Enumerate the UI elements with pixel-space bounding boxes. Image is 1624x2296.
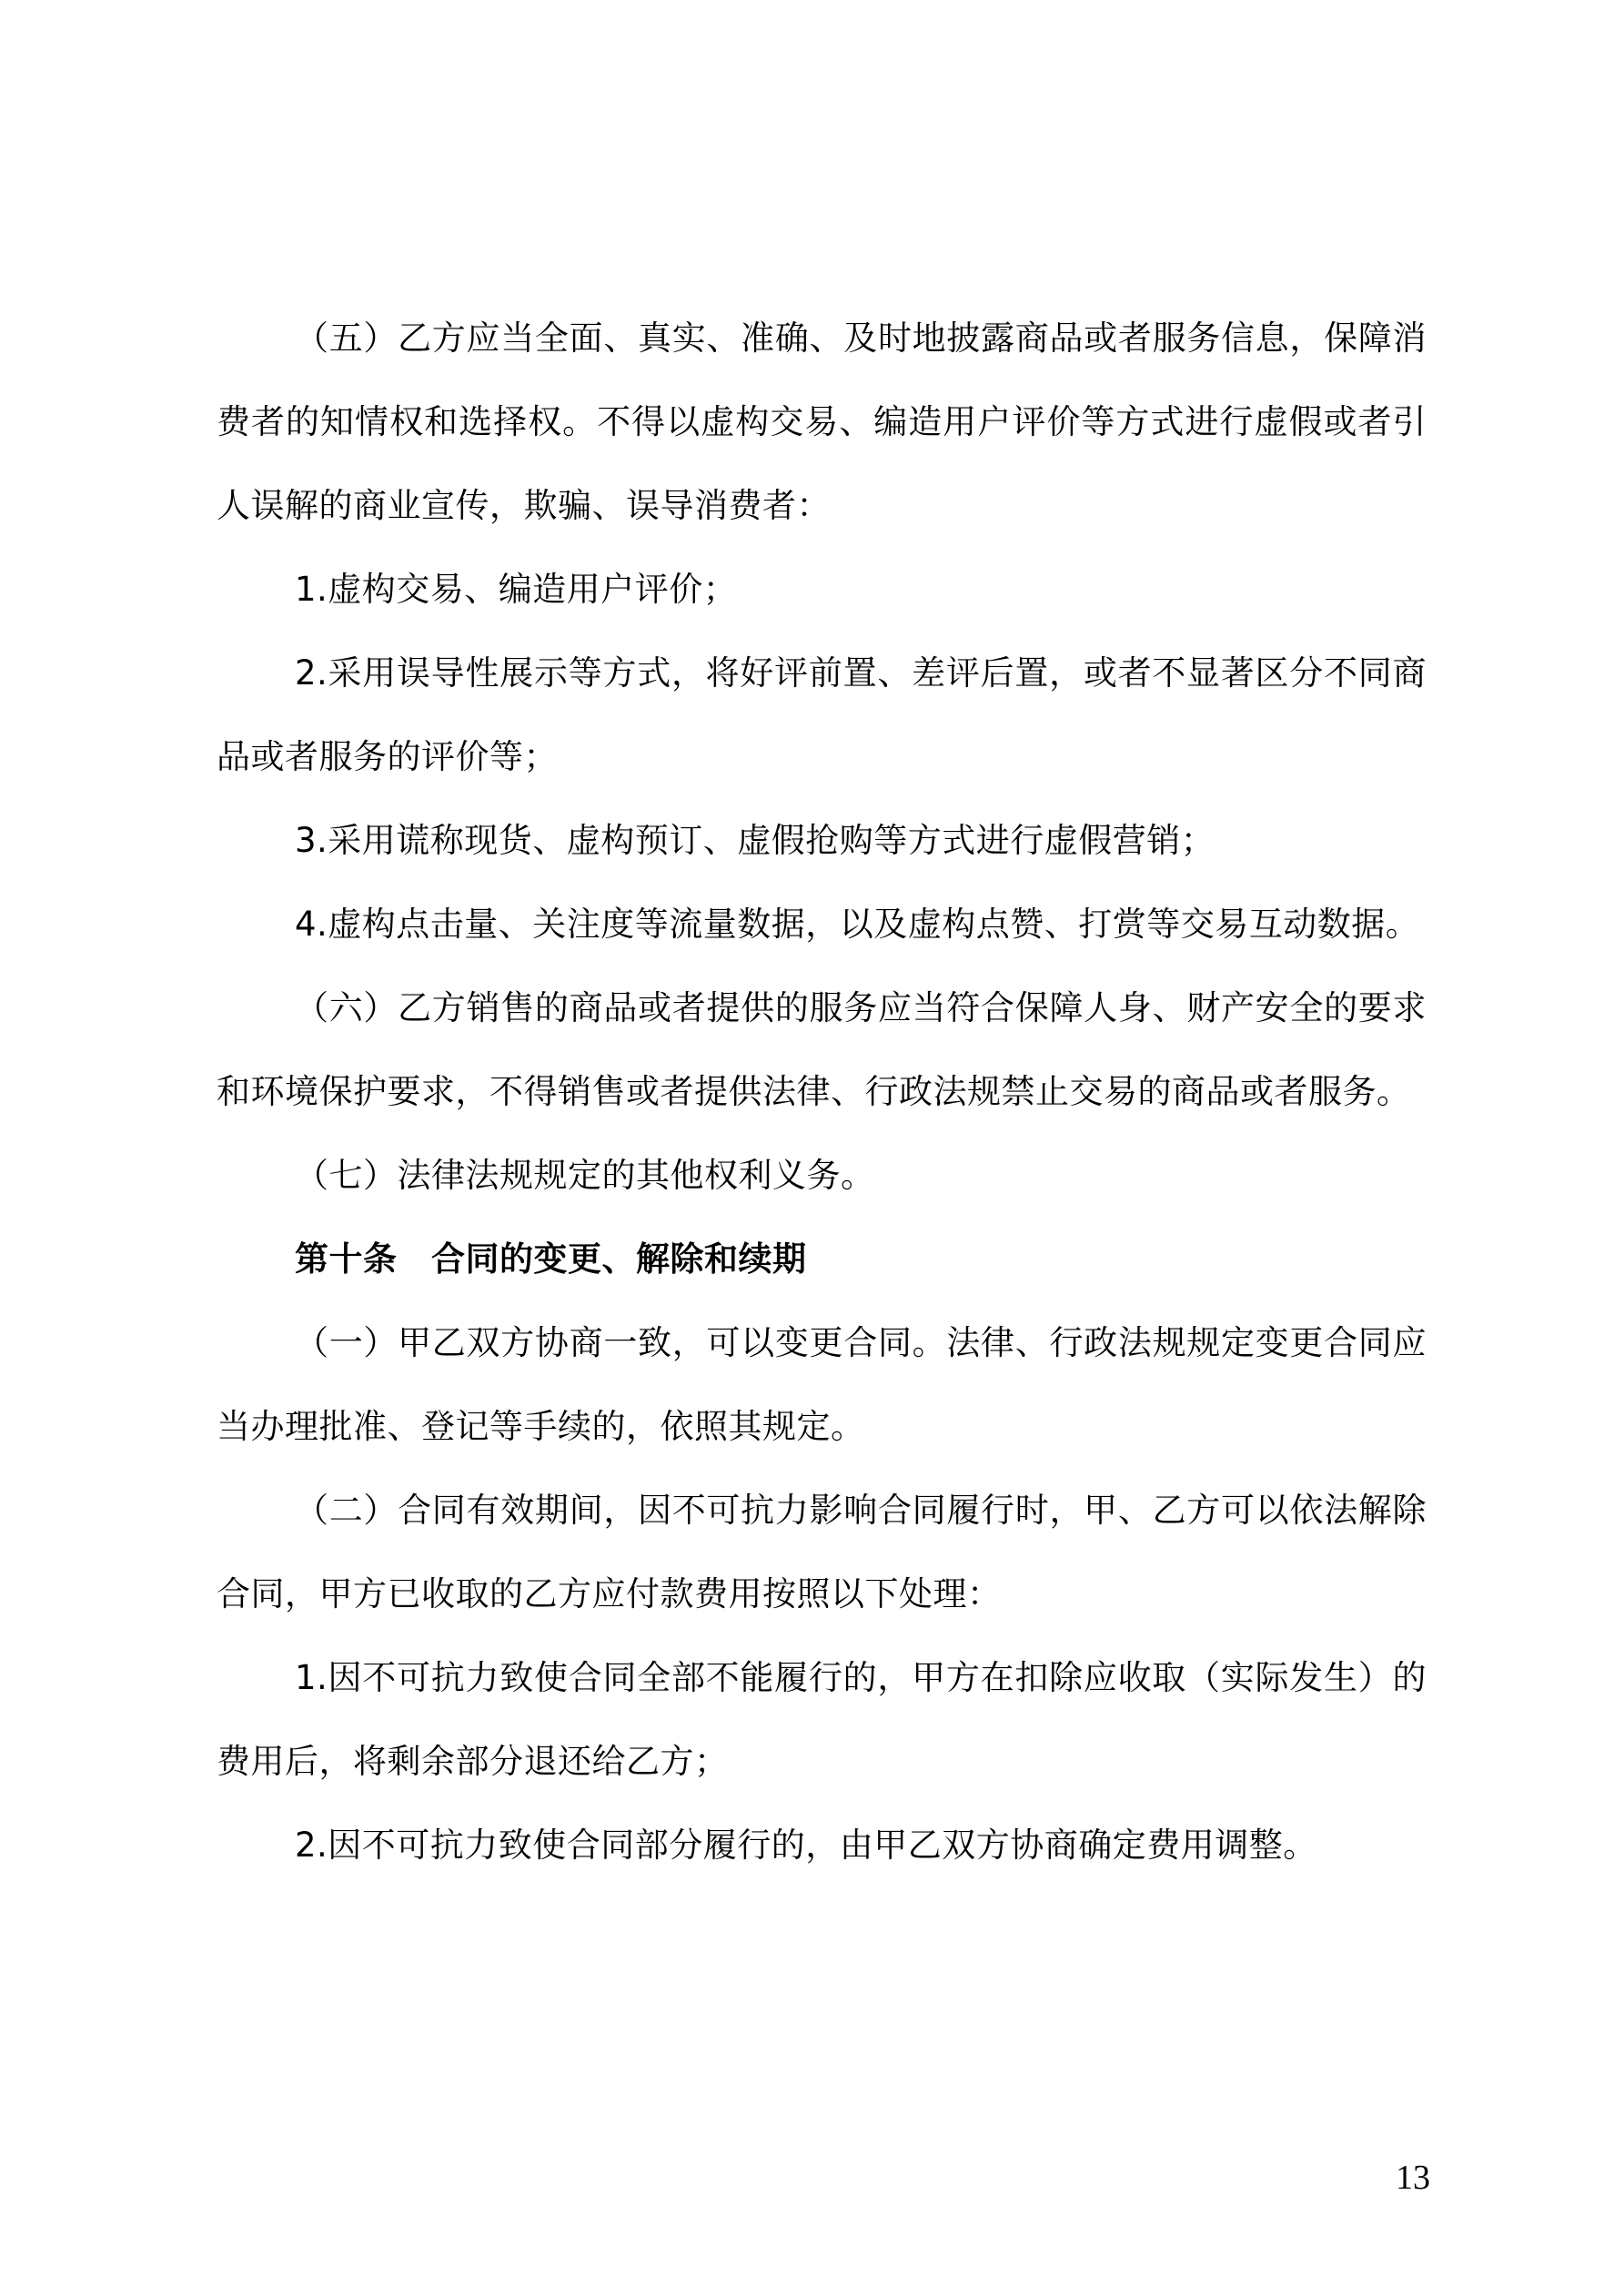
article-10-heading: 第十条 合同的变更、解除和续期 xyxy=(295,1239,807,1279)
list-item-1: 1.虚构交易、编造用户评价； xyxy=(295,570,738,609)
article-10-subitem-1: 1.因不可抗力致使合同全部不能履行的，甲方在扣除应收取（实际发生）的费用后，将剩余部分退还给乙方； xyxy=(217,1658,1427,1781)
paragraph-item-6: （六）乙方销售的商品或者提供的服务应当符合保障人身、财产安全的要求和环境保护要求，不得销售或者提供法律、行政法规禁止交易的商品或者服务。 xyxy=(217,988,1427,1111)
article-10-item-1: （一）甲乙双方协商一致，可以变更合同。法律、行政法规规定变更合同应当办理批准、登记等手续的，依照其规定。 xyxy=(217,1323,1427,1446)
list-item-4: 4.虚构点击量、关注度等流量数据，以及虚构点赞、打赏等交易互动数据。 xyxy=(295,905,1420,944)
paragraph-item-5: （五）乙方应当全面、真实、准确、及时地披露商品或者服务信息，保障消费者的知情权和选择权。不得以虚构交易、编造用户评价等方式进行虚假或者引人误解的商业宣传，欺骗、误导消费者： xyxy=(217,319,1427,525)
page-number: 13 xyxy=(1396,2159,1430,2197)
paragraph-item-7: （七）法律法规规定的其他权利义务。 xyxy=(295,1156,875,1195)
article-10-item-2: （二）合同有效期间，因不可抗力影响合同履行时，甲、乙方可以依法解除合同，甲方已收取的乙方应付款费用按照以下处理： xyxy=(217,1491,1427,1613)
list-item-2: 2.采用误导性展示等方式，将好评前置、差评后置，或者不显著区分不同商品或者服务的评价等； xyxy=(217,653,1427,776)
document-body xyxy=(217,297,1427,1887)
article-10-subitem-2: 2.因不可抗力致使合同部分履行的，由甲乙双方协商确定费用调整。 xyxy=(295,1826,1317,1865)
list-item-3: 3.采用谎称现货、虚构预订、虚假抢购等方式进行虚假营销； xyxy=(295,821,1215,860)
